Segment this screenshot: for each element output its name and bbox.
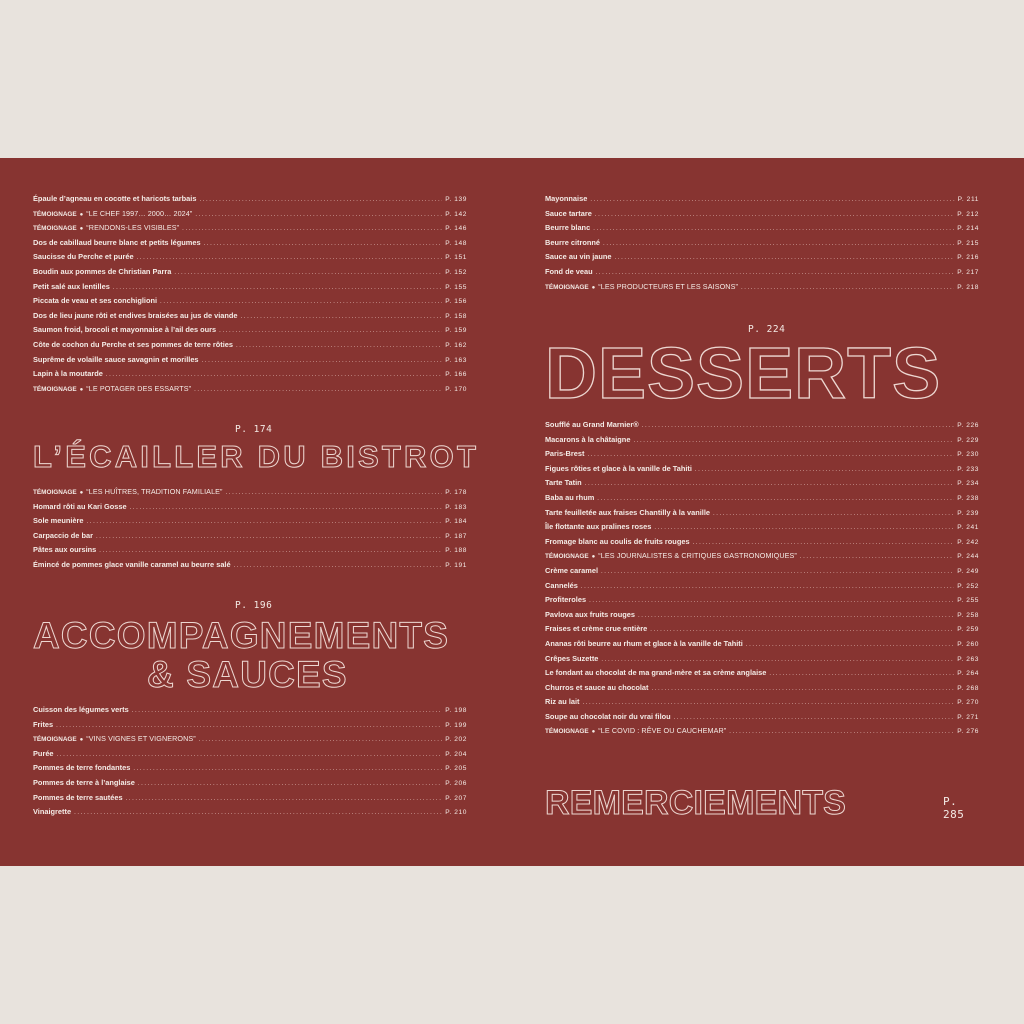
toc-entry: [545, 564, 979, 579]
toc-entry: [33, 294, 467, 309]
entry-title: Saumon froid, brocoli et mayonnaise à l’ail des ours: [33, 325, 217, 335]
book-spread: [0, 158, 1024, 866]
toc-entry: [33, 353, 467, 368]
entry-title: Cuisson des légumes verts: [33, 705, 129, 714]
entry-page-number: P. 163: [445, 356, 467, 364]
toc-entry: [545, 506, 979, 521]
testimony-label: [33, 732, 196, 748]
toc-entry: [33, 207, 467, 222]
toc-list: [545, 418, 979, 739]
entry-title: Sauce au vin jaune: [545, 252, 612, 262]
toc-entry: [33, 236, 467, 251]
bullet-icon: ●: [591, 729, 596, 736]
toc-entry: [545, 280, 979, 295]
toc-entry: [545, 549, 979, 564]
entry-title: Riz au lait: [545, 697, 580, 707]
dot-leader: [234, 559, 443, 574]
toc-entry: [33, 791, 467, 806]
toc-entry: [545, 520, 979, 535]
entry-title: Beurre citronné: [545, 237, 601, 247]
entry-page-number: P. 188: [445, 547, 467, 555]
entry-page-number: P. 249: [957, 567, 979, 575]
entry-title: Macarons à la châtaigne: [545, 434, 631, 444]
dot-leader: [633, 434, 954, 449]
dot-leader: [137, 251, 443, 266]
dot-leader: [597, 492, 954, 507]
bullet-icon: ●: [79, 737, 84, 744]
entry-page-number: P. 214: [957, 225, 979, 233]
entry-title: Pommes de terre à l’anglaise: [33, 777, 135, 787]
toc-entry: [33, 718, 467, 733]
entry-page-number: P. 217: [957, 268, 979, 276]
entry-page-number: P. 178: [445, 489, 467, 496]
entry-page-number: P. 226: [957, 422, 979, 429]
entry-title: Sole meunière: [33, 516, 84, 526]
testimony-label: [545, 724, 726, 740]
toc-entry: [545, 418, 979, 433]
dot-leader: [581, 580, 954, 595]
entry-title: Sauce tartare: [545, 208, 592, 218]
entry-page-number: P. 155: [445, 283, 467, 291]
entry-page-number: P. 260: [957, 640, 979, 648]
entry-page-number: P. 158: [445, 312, 467, 320]
entry-page-number: P. 159: [445, 327, 467, 335]
dot-leader: [74, 806, 442, 821]
toc-entry: [545, 681, 979, 696]
entry-page-number: P. 242: [957, 538, 979, 546]
dot-leader: [638, 609, 954, 624]
entry-page-number: P. 234: [957, 480, 979, 488]
bullet-icon: ●: [79, 490, 84, 496]
entry-title: Figues rôties et glace à la vanille de Tahiti: [545, 463, 692, 473]
bullet-icon: ●: [79, 386, 84, 393]
toc-entry: [545, 710, 979, 725]
entry-title: Côte de cochon du Perche et ses pommes de terre rôties: [33, 339, 234, 349]
dot-leader: [57, 748, 443, 763]
toc-entry: [545, 637, 979, 652]
dot-leader: [132, 704, 442, 719]
testimony-tag: TÉMOIGNAGE: [545, 553, 589, 561]
section-title: L’ÉCAILLER DU BISTROT: [33, 439, 480, 474]
dot-leader: [800, 550, 954, 565]
dot-leader: [595, 208, 954, 223]
dot-leader: [202, 354, 443, 369]
entry-title: Frites: [33, 719, 54, 729]
dot-leader: [652, 682, 955, 697]
testimony-tag: TÉMOIGNAGE: [545, 283, 589, 291]
entry-title: Suprême de volaille sauce savagnin et morilles: [33, 354, 199, 364]
dot-leader: [593, 222, 954, 237]
entry-page-number: P. 212: [957, 210, 979, 218]
section-page-number: P. 224: [748, 324, 786, 335]
entry-page-number: P. 184: [445, 518, 467, 526]
toc-entry: [33, 514, 467, 529]
toc-entry: [545, 447, 979, 462]
entry-title: Pommes de terre sautées: [33, 792, 123, 802]
toc-entry: [33, 805, 467, 820]
entry-title: Dos de lieu jaune rôti et endives braisées au jus de viande: [33, 310, 238, 320]
dot-leader: [695, 463, 954, 478]
entry-title: Crêpes Suzette: [545, 653, 599, 663]
entry-title: Pâtes aux oursins: [33, 545, 97, 555]
entry-title: Beurre blanc: [545, 223, 591, 233]
entry-title: Paris-Brest: [545, 449, 585, 459]
entry-title: Purée: [33, 748, 54, 758]
bullet-icon: ●: [79, 226, 84, 233]
entry-title: Churros et sauce au chocolat: [545, 682, 649, 692]
toc-entry: [33, 323, 467, 338]
entry-page-number: P. 244: [957, 553, 979, 561]
entry-page-number: P. 263: [957, 655, 979, 663]
dot-leader: [603, 237, 954, 252]
entry-title: Le fondant au chocolat de ma grand-mère et sa crème anglaise: [545, 668, 767, 678]
entry-title: Lapin à la moutarde: [33, 369, 103, 379]
entry-page-number: P. 156: [445, 298, 467, 306]
section-page-number: P. 196: [235, 600, 273, 611]
bullet-icon: ●: [591, 554, 596, 561]
entry-page-number: P. 202: [445, 736, 467, 744]
entry-title: Boudin aux pommes de Christian Parra: [33, 266, 172, 276]
testimony-title: “LES HUÎTRES, TRADITION FAMILIALE”: [86, 487, 223, 496]
dot-leader: [199, 733, 442, 748]
dot-leader: [693, 536, 955, 551]
section-page-number: P. 285: [943, 795, 965, 821]
entry-page-number: P. 151: [445, 254, 467, 262]
entry-page-number: P. 146: [445, 225, 467, 233]
entry-title: Carpaccio de bar: [33, 530, 93, 540]
entry-title: Émincé de pommes glace vanille caramel au beurre salé: [33, 559, 231, 569]
entry-page-number: P. 183: [445, 503, 467, 511]
section-title-line2: & SAUCES: [147, 654, 348, 695]
testimony-label: [33, 221, 179, 237]
testimony-tag: TÉMOIGNAGE: [33, 385, 77, 393]
entry-page-number: P. 198: [445, 707, 467, 714]
toc-entry: [33, 367, 467, 382]
toc-list: [33, 485, 467, 573]
bullet-icon: ●: [79, 211, 84, 218]
entry-title: Mayonnaise: [545, 194, 588, 203]
dot-leader: [113, 281, 442, 296]
toc-entry: [545, 265, 979, 280]
dot-leader: [583, 696, 955, 711]
entry-title: Ananas rôti beurre au rhum et glace à la vanille de Tahiti: [545, 638, 743, 648]
dot-leader: [194, 383, 442, 398]
entry-page-number: P. 207: [445, 794, 467, 802]
dot-leader: [182, 222, 442, 237]
dot-leader: [241, 310, 443, 325]
entry-page-number: P. 152: [445, 268, 467, 276]
entry-page-number: P. 199: [445, 721, 467, 729]
entry-title: Tarte feuilletée aux fraises Chantilly à la vanille: [545, 507, 710, 517]
entry-title: Saucisse du Perche et purée: [33, 252, 134, 262]
dot-leader: [138, 777, 442, 792]
toc-entry: [545, 724, 979, 739]
dot-leader: [746, 638, 954, 653]
entry-title: Petit salé aux lentilles: [33, 281, 110, 291]
toc-entry: [33, 265, 467, 280]
toc-entry: [33, 500, 467, 515]
section-title: REMERCIEMENTS: [545, 784, 847, 822]
toc-entry: [545, 433, 979, 448]
toc-entry: [545, 491, 979, 506]
toc-entry: [33, 761, 467, 776]
dot-leader: [642, 419, 954, 434]
entry-page-number: P. 238: [957, 494, 979, 502]
entry-page-number: P. 162: [445, 341, 467, 349]
toc-entry: [33, 732, 467, 747]
toc-entry: [545, 221, 979, 236]
entry-page-number: P. 270: [957, 699, 979, 707]
entry-page-number: P. 142: [445, 210, 467, 218]
toc-entry: [33, 309, 467, 324]
testimony-label: [33, 207, 192, 223]
dot-leader: [106, 368, 442, 383]
entry-page-number: P. 229: [957, 436, 979, 444]
dot-leader: [96, 530, 442, 545]
dot-leader: [236, 339, 442, 354]
testimony-title: “VINS VIGNES ET VIGNERONS”: [86, 734, 196, 744]
entry-page-number: P. 233: [957, 465, 979, 473]
dot-leader: [133, 762, 442, 777]
toc-entry: [33, 529, 467, 544]
entry-page-number: P. 139: [445, 196, 467, 203]
entry-page-number: P. 239: [957, 509, 979, 517]
entry-title: Pavlova aux fruits rouges: [545, 609, 635, 619]
toc-entry: [545, 593, 979, 608]
toc-entry: [545, 207, 979, 222]
dot-leader: [654, 521, 954, 536]
toc-entry: [545, 236, 979, 251]
dot-leader: [56, 719, 442, 734]
testimony-label: [545, 280, 738, 296]
dot-leader: [590, 193, 954, 208]
entry-page-number: P. 206: [445, 779, 467, 787]
dot-leader: [650, 623, 954, 638]
dot-leader: [596, 266, 955, 281]
testimony-title: “RENDONS-LES VISIBLES”: [86, 223, 180, 233]
toc-entry: [545, 250, 979, 265]
bullet-icon: ●: [591, 284, 596, 291]
dot-leader: [99, 544, 442, 559]
toc-entry: [33, 192, 467, 207]
dot-leader: [741, 281, 954, 296]
toc-entry: [33, 776, 467, 791]
entry-title: Tarte Tatin: [545, 478, 582, 488]
testimony-label: [33, 485, 223, 501]
entry-page-number: P. 210: [445, 809, 467, 817]
dot-leader: [87, 515, 443, 530]
dot-leader: [601, 565, 954, 580]
dot-leader: [769, 667, 954, 682]
entry-page-number: P. 252: [957, 582, 979, 590]
entry-title: Profiteroles: [545, 595, 587, 605]
entry-page-number: P. 166: [445, 371, 467, 379]
toc-entry: [33, 221, 467, 236]
entry-title: Crème caramel: [545, 565, 599, 575]
entry-page-number: P. 271: [957, 713, 979, 721]
entry-page-number: P. 170: [445, 385, 467, 393]
testimony-title: “LE CHEF 1997… 2000… 2024”: [86, 208, 193, 218]
testimony-tag: TÉMOIGNAGE: [33, 210, 77, 218]
toc-entry: [545, 695, 979, 710]
entry-page-number: P. 148: [445, 239, 467, 247]
entry-page-number: P. 276: [957, 728, 979, 736]
entry-title: Fond de veau: [545, 266, 593, 276]
entry-title: Soufflé au Grand Marnier®: [545, 420, 639, 429]
entry-page-number: P. 255: [957, 597, 979, 605]
toc-entry: [545, 666, 979, 681]
testimony-title: “LES PRODUCTEURS ET LES SAISONS”: [598, 281, 738, 291]
entry-page-number: P. 211: [957, 196, 979, 203]
dot-leader: [126, 792, 443, 807]
testimony-title: “LES JOURNALISTES & CRITIQUES GASTRONOMIQUES”: [598, 551, 797, 561]
testimony-tag: TÉMOIGNAGE: [33, 489, 77, 496]
dot-leader: [674, 711, 955, 726]
dot-leader: [195, 208, 442, 223]
dot-leader: [615, 251, 955, 266]
toc-entry: [545, 622, 979, 637]
toc-entry: [33, 747, 467, 762]
entry-page-number: P. 215: [957, 239, 979, 247]
entry-page-number: P. 268: [957, 684, 979, 692]
testimony-label: [33, 382, 191, 398]
toc-entry: [545, 652, 979, 667]
entry-title: Piccata de veau et ses conchiglioni: [33, 296, 158, 306]
section-page-number: P. 174: [235, 424, 273, 435]
dot-leader: [226, 486, 443, 501]
toc-entry: [545, 608, 979, 623]
toc-entry: [33, 485, 467, 500]
dot-leader: [130, 501, 443, 516]
entry-page-number: P. 218: [957, 283, 979, 291]
entry-title: Fromage blanc au coulis de fruits rouges: [545, 536, 690, 546]
entry-page-number: P. 259: [957, 626, 979, 634]
toc-list: [33, 192, 467, 396]
toc-entry: [545, 476, 979, 491]
testimony-title: “LE POTAGER DES ESSARTS”: [86, 383, 192, 393]
toc-entry: [545, 579, 979, 594]
toc-entry: [545, 535, 979, 550]
testimony-tag: TÉMOIGNAGE: [33, 225, 77, 233]
dot-leader: [160, 295, 442, 310]
dot-leader: [587, 448, 954, 463]
dot-leader: [713, 507, 954, 522]
entry-title: Île flottante aux pralines roses: [545, 522, 652, 532]
entry-title: Épaule d’agneau en cocotte et haricots tarbais: [33, 194, 197, 203]
dot-leader: [174, 266, 442, 281]
testimony-label: [545, 549, 797, 565]
dot-leader: [199, 193, 442, 208]
testimony-tag: TÉMOIGNAGE: [545, 728, 589, 736]
entry-title: Vinaigrette: [33, 807, 72, 817]
entry-title: Cannelés: [545, 580, 578, 590]
dot-leader: [219, 324, 442, 339]
entry-page-number: P. 216: [957, 254, 979, 262]
toc-entry: [545, 462, 979, 477]
entry-page-number: P. 258: [957, 611, 979, 619]
entry-page-number: P. 187: [445, 532, 467, 540]
dot-leader: [589, 594, 954, 609]
entry-title: Baba au rhum: [545, 492, 595, 502]
entry-page-number: P. 230: [957, 451, 979, 459]
toc-entry: [545, 192, 979, 207]
toc-entry: [33, 338, 467, 353]
dot-leader: [204, 237, 443, 252]
toc-entry: [33, 250, 467, 265]
section-title-line1: ACCOMPAGNEMENTS: [33, 615, 450, 656]
toc-entry: [33, 382, 467, 397]
dot-leader: [729, 725, 954, 740]
entry-title: Soupe au chocolat noir du vrai filou: [545, 711, 671, 721]
section-title: DESSERTS: [545, 334, 942, 414]
entry-page-number: P. 191: [445, 561, 467, 569]
testimony-tag: TÉMOIGNAGE: [33, 736, 77, 744]
entry-page-number: P. 264: [957, 670, 979, 678]
dot-leader: [585, 477, 955, 492]
toc-entry: [33, 280, 467, 295]
entry-page-number: P. 204: [445, 750, 467, 758]
entry-page-number: P. 205: [445, 765, 467, 773]
toc-entry: [33, 703, 467, 718]
entry-title: Fraises et crème crue entière: [545, 624, 648, 634]
toc-entry: [33, 558, 467, 573]
toc-list: [33, 703, 467, 820]
entry-title: Homard rôti au Kari Gosse: [33, 501, 127, 511]
dot-leader: [601, 653, 954, 668]
toc-entry: [33, 543, 467, 558]
entry-title: Pommes de terre fondantes: [33, 763, 131, 773]
testimony-title: “LE COVID : RÊVE OU CAUCHEMAR”: [598, 726, 727, 736]
toc-list: [545, 192, 979, 294]
entry-title: Dos de cabillaud beurre blanc et petits légumes: [33, 237, 201, 247]
entry-page-number: P. 241: [957, 524, 979, 532]
